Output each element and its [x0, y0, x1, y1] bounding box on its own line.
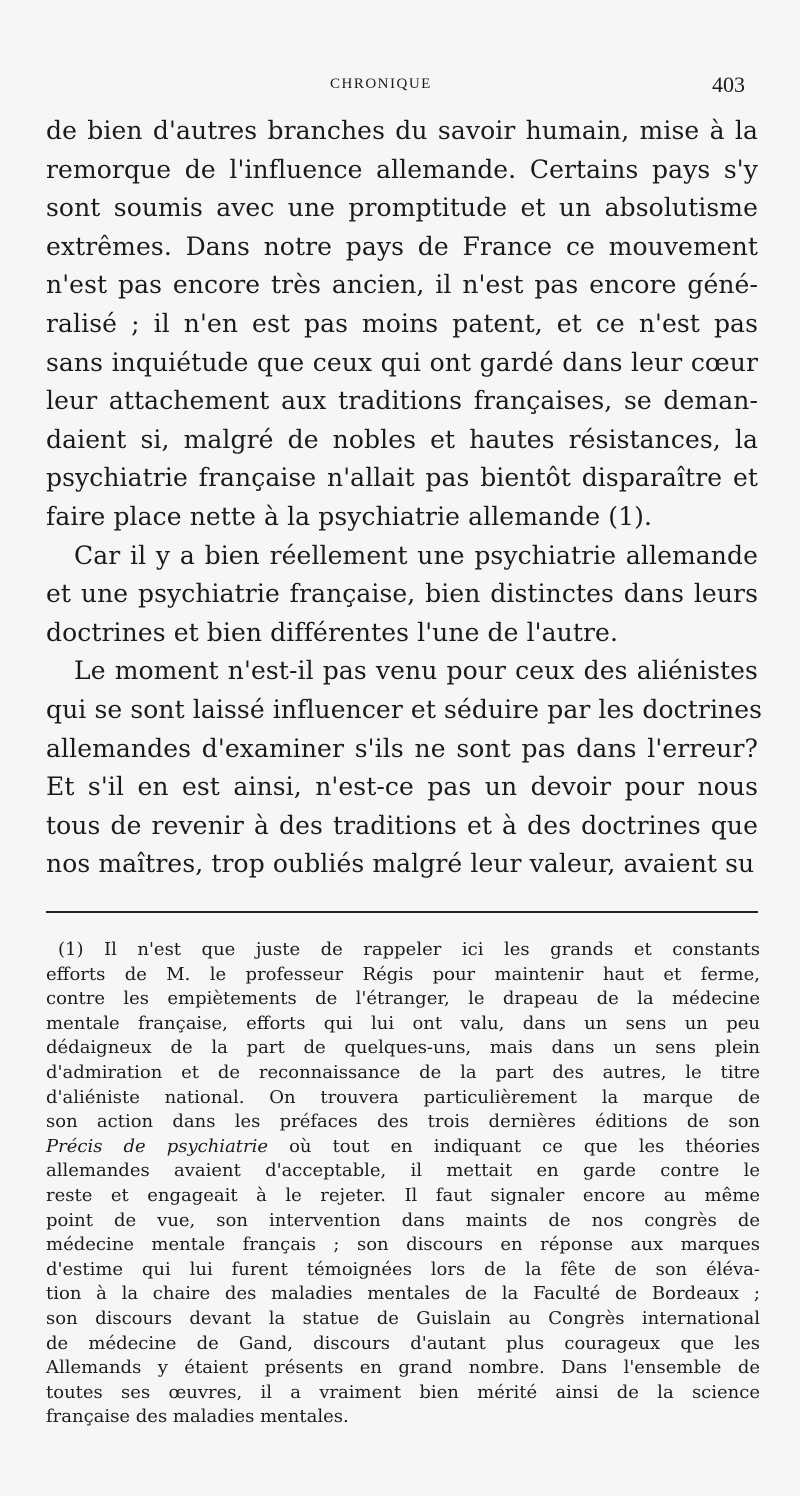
- text-line: Le moment n'est-il pas venu pour ceux des aliénistes: [74, 656, 758, 686]
- footnote-line: Allemands y étaient présents en grand nombre. Dans l'ensemble de: [46, 1357, 760, 1379]
- text-line: n'est pas encore très ancien, il n'est pas encore géné-: [46, 270, 758, 300]
- text-line: psychiatrie française n'allait pas bientôt disparaître et: [46, 463, 758, 493]
- text-line: ralisé ; il n'en est pas moins patent, et ce n'est pas: [46, 308, 758, 338]
- page-header: [0, 72, 800, 102]
- page-number: 403: [712, 72, 745, 97]
- text-line: extrêmes. Dans notre pays de France ce mouvement: [46, 231, 758, 261]
- footnote-separator: [46, 911, 758, 913]
- footnote-line: (1) Il n'est que juste de rappeler ici les grands et constants: [58, 939, 760, 960]
- footnote-line: toutes ses œuvres, il a vraiment bien mérité ainsi de la science: [46, 1381, 760, 1403]
- footnote-line: médecine mentale français ; son discours en réponse aux marques: [46, 1234, 760, 1256]
- text-line: allemandes d'examiner s'ils ne sont pas dans l'erreur?: [46, 733, 758, 763]
- text-line: et une psychiatrie française, bien distinctes dans leurs: [46, 579, 758, 609]
- footnote-line: d'admiration et de reconnaissance de la part des autres, le titre: [46, 1061, 760, 1083]
- text-line: sans inquiétude que ceux qui ont gardé dans leur cœur: [46, 347, 758, 377]
- footnote-line: tion à la chaire des maladies mentales de la Faculté de Bordeaux ;: [46, 1283, 760, 1305]
- text-line: qui se sont laissé influencer et séduire par les doctrines: [46, 694, 763, 724]
- text-line: remorque de l'influence allemande. Certains pays s'y: [46, 154, 758, 184]
- text-line: tous de revenir à des traditions et à des doctrines que: [46, 810, 758, 840]
- book-title: Précis de psychiatrie: [46, 1135, 269, 1157]
- text-line: leur attachement aux traditions françaises, se deman-: [46, 386, 758, 416]
- footnote-line: de médecine de Gand, discours d'autant plus courageux que les: [46, 1332, 760, 1354]
- main-text: [46, 112, 763, 884]
- text-line: Et s'il en est ainsi, n'est-ce pas un devoir pour nous: [46, 772, 758, 802]
- footnote-line: d'estime qui lui furent témoignées lors de la fête de son éléva-: [46, 1258, 760, 1280]
- footnote-line: point de vue, son intervention dans maints de nos congrès de: [46, 1209, 760, 1231]
- footnote-line: reste et engageait à le rejeter. Il faut signaler encore au même: [46, 1184, 760, 1206]
- footnote-line: efforts de M. le professeur Régis pour maintenir haut et ferme,: [46, 963, 760, 985]
- text-line: faire place nette à la psychiatrie allemande (1).: [46, 501, 653, 531]
- footnote-line: son action dans les préfaces des trois dernières éditions de son: [46, 1111, 760, 1133]
- footnote: [46, 938, 760, 1430]
- text-line: daient si, malgré de nobles et hautes résistances, la: [46, 424, 758, 454]
- footnote-line: son discours devant la statue de Guislain au Congrès international: [46, 1307, 760, 1329]
- footnote-line: mentale française, efforts qui lui ont valu, dans un sens un peu: [46, 1012, 760, 1034]
- text-line: nos maîtres, trop oubliés malgré leur valeur, avaient su: [46, 849, 755, 879]
- text-line: doctrines et bien différentes l'une de l'autre.: [46, 617, 618, 647]
- text-line: sont soumis avec une promptitude et un absolutisme: [46, 193, 758, 223]
- text-line: Car il y a bien réellement une psychiatrie allemande: [74, 540, 758, 570]
- footnote-line: d'aliéniste national. On trouvera particulièrement la marque de: [46, 1086, 760, 1108]
- footnote-line: dédaigneux de la part de quelques-uns, mais dans un sens plein: [46, 1037, 760, 1059]
- footnote-line: contre les empiètements de l'étranger, le drapeau de la médecine: [46, 988, 760, 1010]
- footnote-line: Précis de psychiatrie où tout en indiquant ce que les théories: [46, 1135, 760, 1157]
- footnote-line: allemandes avaient d'acceptable, il mettait en garde contre le: [46, 1160, 760, 1182]
- text-line: de bien d'autres branches du savoir humain, mise à la: [46, 116, 758, 145]
- footnote-line: française des maladies mentales.: [46, 1406, 349, 1428]
- running-head: CHRONIQUE: [330, 76, 432, 92]
